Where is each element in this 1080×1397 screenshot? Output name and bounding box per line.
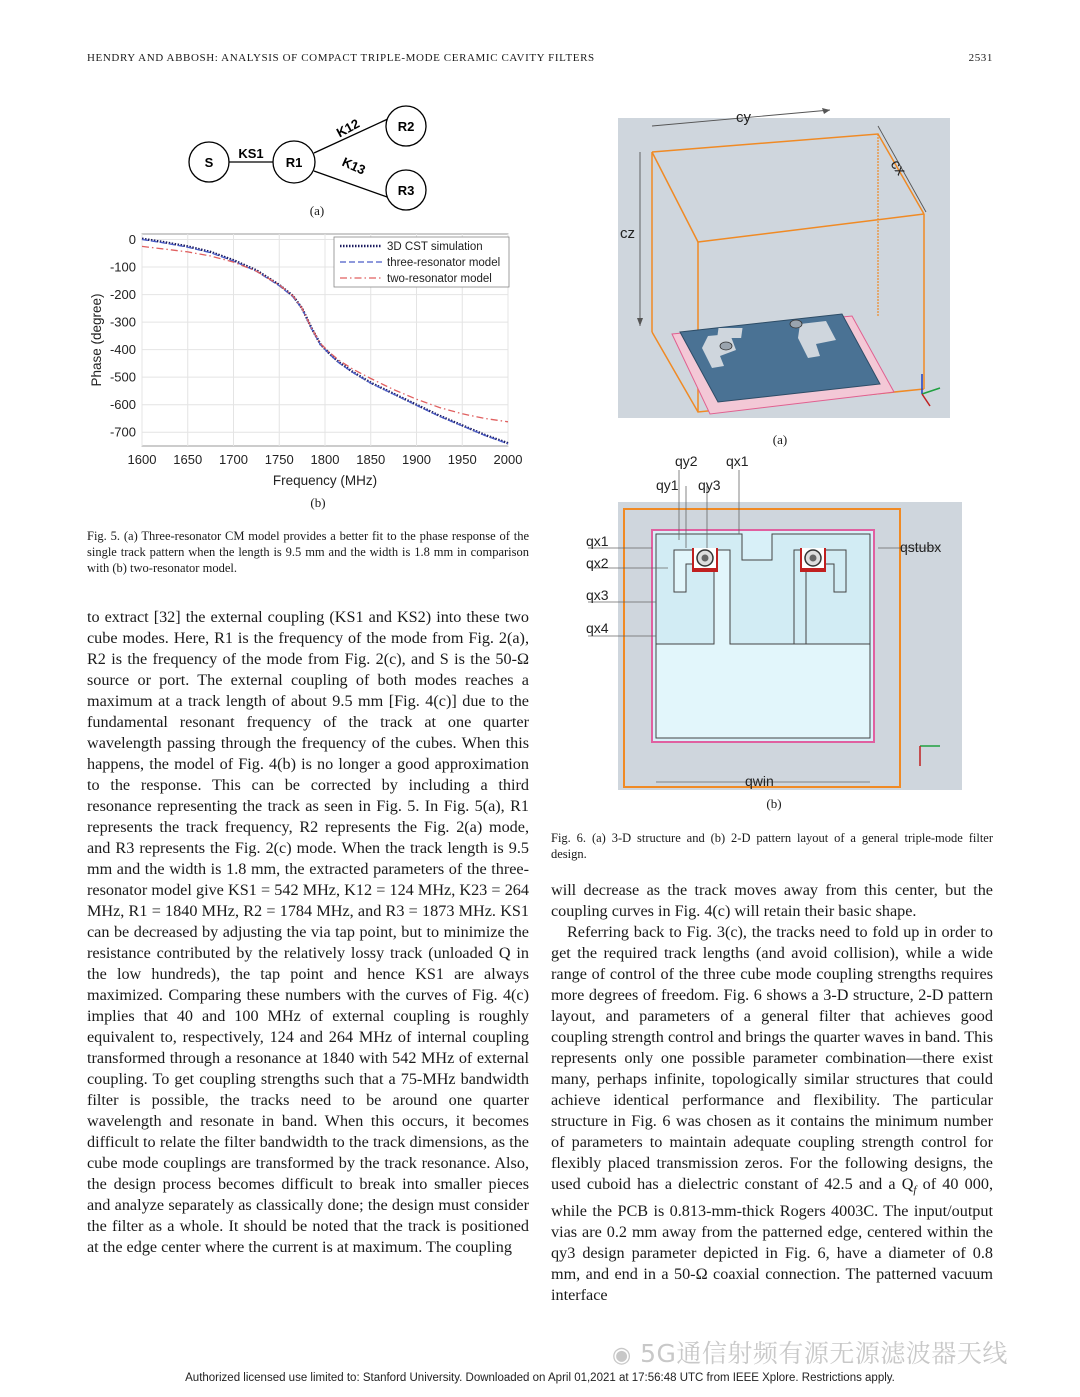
dim-cz-label: cz xyxy=(620,225,635,242)
via-left-core xyxy=(702,555,709,562)
chart-legend xyxy=(334,237,509,287)
fig5a-label: (a) xyxy=(309,203,325,218)
fig6-caption: Fig. 6. (a) 3-D structure and (b) 2-D pattern layout of a general triple-mode filter design. xyxy=(551,831,993,861)
dim-qx1-left: qx1 xyxy=(586,533,609,549)
dim-qy2: qy2 xyxy=(675,453,698,469)
y-tick-label: -400 xyxy=(109,342,136,358)
right-paragraph-1: will decrease as the track moves away from this center, but the coupling curves in Fig. 4(c) will retain their basic shape. xyxy=(551,881,993,920)
right-paragraph-2-rest: of 40 000, while the PCB is 0.813-mm-thick Rogers 4003C. The input/output vias are 0.2 mm away from the patterned edge, centered within the qy3 design parameter depicted in Fig. 6, have a diameter of 0.8 mm, and end in a 50-Ω coaxial connection. The patterned vacuum interface xyxy=(551,1175,993,1305)
fig5b-phase-chart xyxy=(82,228,530,493)
legend-entry-2: two-resonator model xyxy=(387,273,492,285)
y-tick-label: -700 xyxy=(109,424,136,440)
y-tick-label: -300 xyxy=(109,314,136,330)
x-axis-label: Frequency (MHz) xyxy=(272,473,378,488)
page-number: 2531 xyxy=(968,52,993,64)
y-tick-label: 0 xyxy=(128,232,136,248)
x-tick-label: 1750 xyxy=(264,452,294,467)
fig6b-2d-pattern xyxy=(578,452,968,792)
y-tick-label: -200 xyxy=(109,287,136,303)
dim-qy1: qy1 xyxy=(656,477,679,493)
right-column xyxy=(551,880,993,1306)
dim-qstubx: qstubx xyxy=(900,539,942,555)
watermark-text: 5G通信射频有源无源滤波器天线 xyxy=(640,1339,1008,1368)
fig6a-3d-structure xyxy=(604,104,964,424)
x-tick-label: 1600 xyxy=(127,452,157,467)
x-tick-label: 1700 xyxy=(219,452,248,467)
right-paragraph-2 xyxy=(551,922,993,1306)
x-tick-label: 1650 xyxy=(173,452,203,467)
pattern-center-notch xyxy=(717,328,742,338)
y-tick-label: -100 xyxy=(109,259,136,275)
legend-entry-0: 3D CST simulation xyxy=(387,241,483,253)
watermark xyxy=(612,1334,1008,1370)
legend-entry-1: three-resonator model xyxy=(387,257,501,269)
via-right-core xyxy=(810,555,817,562)
edge-ks1-label: KS1 xyxy=(238,146,264,161)
edge-r1-r3 xyxy=(314,171,390,198)
edge-k12-label: K12 xyxy=(333,115,362,141)
running-title: HENDRY AND ABBOSH: ANALYSIS OF COMPACT TRIPLE-MODE CERAMIC CAVITY FILTERS xyxy=(87,52,595,64)
via-left xyxy=(720,342,732,350)
running-header xyxy=(87,52,993,64)
x-tick-label: 1800 xyxy=(310,452,340,467)
y-axis-label: Phase (degree) xyxy=(89,293,104,387)
dim-cx-label: cx xyxy=(886,156,910,179)
node-r3-label: R3 xyxy=(397,183,415,198)
dim-qx3: qx3 xyxy=(586,587,609,603)
right-paragraph-2-main: Referring back to Fig. 3(c), the tracks need to fold up in order to get the required track lengths (and avoid collision), while a wide range of control of the three cube mode coupling strengths requires more degrees of freedom. Fig. 6 shows a 3-D structure, 2-D pattern layout, and parameters of a general filter that achieves good coupling strength control and brings the quarter waves in band. This represents only one possible parameter combination—there exist many, perhaps infinite, topologically similar structures that could achieve identical performance and flexibility. The particular structure in Fig. 6 was chosen as it contains the minimum number of parameters to maintain adequate coupling strength control for flexibly placed transmission zeros. For the following designs, the used cuboid has a dielectric constant of 42.5 and a Q xyxy=(551,923,993,1193)
fig5a-coupling-diagram xyxy=(180,98,440,216)
node-r1-label: R1 xyxy=(285,155,303,170)
dim-qx4: qx4 xyxy=(586,620,609,636)
wechat-icon: ◉ xyxy=(612,1343,632,1368)
x-tick-label: 1900 xyxy=(402,452,431,467)
dim-qx2: qx2 xyxy=(586,555,609,571)
fig5-caption: Fig. 5. (a) Three-resonator CM model provides a better fit to the phase response of the single track pattern when the length is 9.5 mm and the width is 1.8 mm in comparison with (b) two-resonator model. xyxy=(87,529,529,575)
dim-qwin: qwin xyxy=(745,773,774,789)
q-subscript: f xyxy=(913,1184,917,1197)
x-tick-label: 1850 xyxy=(356,452,386,467)
license-footer: Authorized licensed use limited to: Stanford University. Downloaded on April 01,2021 at 17:56:48 UTC from IEEE Xplore. Restrictions apply. xyxy=(185,1372,895,1384)
dim-qy3: qy3 xyxy=(698,477,721,493)
dim-qx1-top: qx1 xyxy=(726,453,749,469)
fig6a-label: (a) xyxy=(772,432,788,447)
x-tick-label: 2000 xyxy=(493,452,523,467)
y-tick-label: -500 xyxy=(109,369,136,385)
edge-k13-label: K13 xyxy=(339,154,368,178)
fig5b-label: (b) xyxy=(310,495,326,510)
dim-cy-arrow xyxy=(822,108,830,114)
via-right xyxy=(790,320,802,328)
fig6b-label: (b) xyxy=(766,796,782,811)
node-r2-label: R2 xyxy=(397,119,415,134)
node-s-label: S xyxy=(204,155,214,170)
left-paragraph-1: to extract [32] the external coupling (KS1 and KS2) into these two cube modes. Here, R1 is the frequency of the mode from Fig. 2(a), R2 is the frequency of the mode from Fig. 2(c), and S is the 50-Ω source or port. The external coupling of both modes reaches a maximum at a track length of about 9.5 mm [Fig. 4(c)] due to the fundamental resonant frequency of the track at one quarter wavelength passing through the frequency of the cubes. When this happens, the model of Fig. 4(b) is no longer a good approximation to the response. This can be corrected by including a third resonance representing the track as seen in Fig. 5. In Fig. 5(a), R1 represents the track frequency, R2 represents the Fig. 2(a) mode, and R3 represents the Fig. 2(c) mode. When the track length is 9.5 mm and the width is 1.8 mm, the extracted parameters of the three-resonator model give KS1 = 542 MHz, K12 = 124 MHz, K23 = 264 MHz, R1 = 1840 MHz, R2 = 1784 MHz, and R3 = 1873 MHz. KS1 can be decreased by adjusting the via tap point, but to minimize the resistance contributed by the relatively lossy track (unloaded Q in the low hundreds), the tap point and hence KS1 are always maximized. Comparing these numbers with the curves of Fig. 4(c) implies that 40 and 100 MHz of external coupling is roughly equivalent to, respectively, 124 and 264 MHz of internal coupling transformed through a resonance at 1840 with 542 MHz of external coupling. To get coupling strengths such that a 75-MHz bandwidth filter is possible, the tracks need to be around one quarter wavelength and resonate in band. When this occurs, it becomes difficult to relate the filter bandwidth to the track dimensions, as the cube mode couplings are transformed by the track resonance. Also, the design process becomes difficult to break into smaller pieces and analyze separately as classically done; the design must consider the filter as a whole. It should be noted that the track is positioned at the edge center where the current is at maximum. The coupling xyxy=(87,608,529,1256)
y-tick-label: -600 xyxy=(109,397,136,413)
left-column xyxy=(87,607,529,1258)
dim-cy-label: cy xyxy=(736,109,751,126)
x-tick-label: 1950 xyxy=(447,452,477,467)
